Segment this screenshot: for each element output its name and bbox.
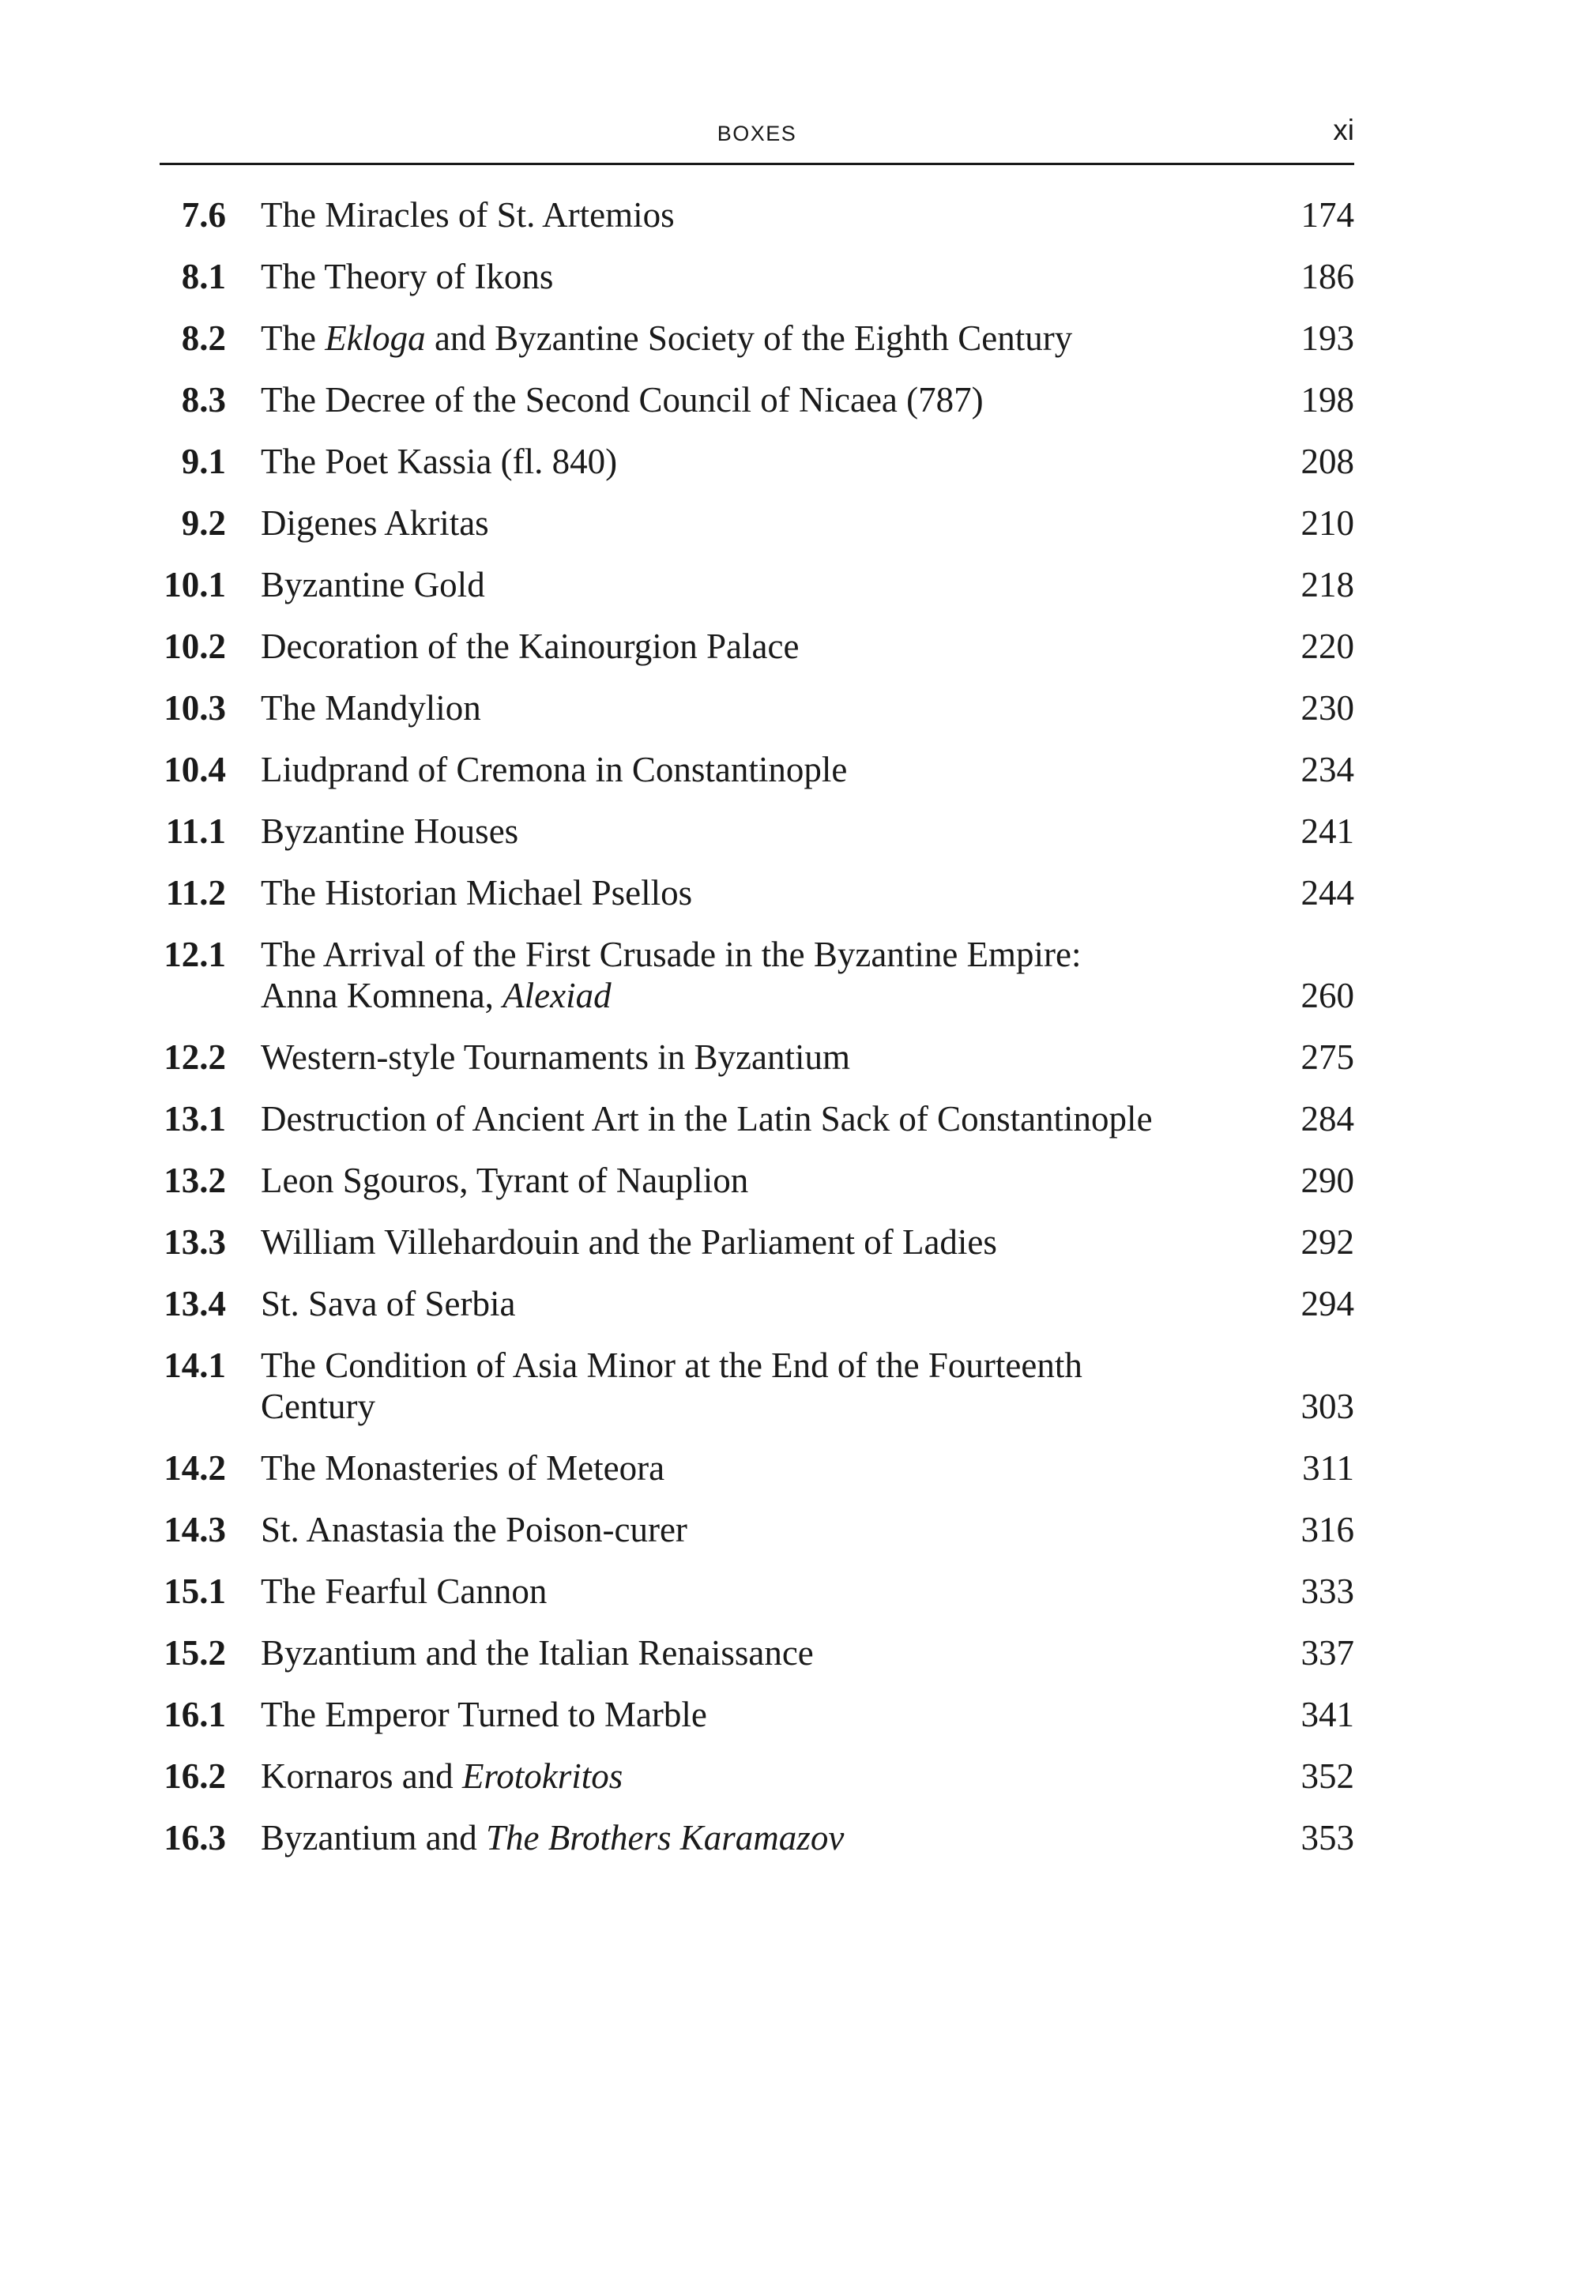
box-page-number: 220 [1301, 627, 1354, 666]
box-number: 8.1 [181, 257, 226, 296]
box-entry[interactable] [160, 502, 1354, 564]
box-entry[interactable] [160, 626, 1354, 687]
box-title: The Theory of Ikons [261, 257, 554, 296]
box-number: 16.1 [164, 1695, 226, 1734]
box-number: 13.4 [164, 1284, 226, 1323]
running-head: BOXES [717, 122, 797, 145]
box-title [261, 1345, 1256, 1427]
box-title: St. Anastasia the Poison-curer [261, 1510, 687, 1549]
box-title [261, 1756, 1256, 1797]
box-title: The Miracles of St. Artemios [261, 195, 675, 235]
box-page-number: 210 [1301, 503, 1354, 543]
box-page-number: 333 [1301, 1571, 1354, 1611]
box-title-italic: Alexiad [503, 976, 612, 1015]
box-entry[interactable] [160, 1632, 1354, 1694]
box-title: The Monasteries of Meteora [261, 1448, 665, 1488]
box-title-italic: The Brothers Karamazov [485, 1818, 845, 1858]
box-title [261, 934, 1256, 1016]
box-title-text: and Byzantine Society of the Eighth Century [425, 318, 1073, 358]
boxes-list [160, 194, 1354, 1879]
box-title: Byzantium and the Italian Renaissance [261, 1633, 814, 1673]
box-entry[interactable] [160, 379, 1354, 441]
box-page-number: 234 [1301, 750, 1354, 789]
box-page-number: 275 [1301, 1037, 1354, 1077]
box-entry[interactable] [160, 194, 1354, 256]
box-page-number: 244 [1301, 873, 1354, 913]
box-number: 16.2 [164, 1756, 226, 1796]
box-page-number: 193 [1301, 318, 1354, 358]
box-page-number: 218 [1301, 565, 1354, 604]
box-title: The Decree of the Second Council of Nicaea (787) [261, 380, 984, 420]
box-number: 12.2 [164, 1037, 226, 1077]
box-title-italic: Erotokritos [461, 1756, 623, 1796]
box-title-text: Kornaros and [261, 1756, 462, 1796]
box-page-number: 352 [1301, 1756, 1354, 1796]
box-entry[interactable] [160, 749, 1354, 811]
box-page-number: 230 [1301, 688, 1354, 728]
box-page-number: 290 [1301, 1161, 1354, 1200]
box-title: Byzantine Houses [261, 811, 519, 851]
box-title: Decoration of the Kainourgion Palace [261, 627, 800, 666]
box-number: 9.2 [181, 503, 226, 543]
box-title: St. Sava of Serbia [261, 1284, 516, 1323]
box-page-number: 292 [1301, 1222, 1354, 1262]
box-entry[interactable] [160, 1756, 1354, 1817]
box-number: 15.1 [164, 1571, 226, 1611]
box-number: 11.1 [165, 811, 226, 851]
box-number: 8.2 [181, 318, 226, 358]
box-entry[interactable] [160, 1283, 1354, 1345]
box-title: The Mandylion [261, 688, 481, 728]
box-title: Leon Sgouros, Tyrant of Nauplion [261, 1161, 749, 1200]
box-page-number: 208 [1301, 442, 1354, 481]
box-number: 14.1 [164, 1346, 226, 1385]
box-title: Destruction of Ancient Art in the Latin Sack of Constantinople [261, 1099, 1153, 1139]
box-page-number: 353 [1301, 1818, 1354, 1858]
box-number: 10.1 [164, 565, 226, 604]
box-page-number: 341 [1301, 1695, 1354, 1734]
box-number: 9.1 [181, 442, 226, 481]
box-page-number: 337 [1301, 1633, 1354, 1673]
box-entry[interactable] [160, 1160, 1354, 1221]
box-title-text: Byzantium and [261, 1818, 486, 1858]
box-page-number: 284 [1301, 1099, 1354, 1139]
box-title-text: The Arrival of the First Crusade in the Byzantine Empire: [261, 935, 1082, 974]
box-number: 16.3 [164, 1818, 226, 1858]
box-page-number: 198 [1301, 380, 1354, 420]
box-entry[interactable] [160, 1037, 1354, 1098]
box-entry[interactable] [160, 1694, 1354, 1756]
box-page-number: 241 [1301, 811, 1354, 851]
box-title: The Historian Michael Psellos [261, 873, 693, 913]
box-number: 11.2 [165, 873, 226, 913]
box-number: 13.3 [164, 1222, 226, 1262]
box-title [261, 1817, 1256, 1858]
page-number: xi [1333, 114, 1354, 146]
box-page-number: 316 [1301, 1510, 1354, 1549]
box-entry[interactable] [160, 1345, 1354, 1447]
box-title-text: Anna Komnena, [261, 976, 503, 1015]
box-entry[interactable] [160, 872, 1354, 934]
box-entry[interactable] [160, 564, 1354, 626]
box-entry[interactable] [160, 1817, 1354, 1879]
box-title [261, 318, 1256, 359]
box-entry[interactable] [160, 934, 1354, 1037]
box-number: 15.2 [164, 1633, 226, 1673]
box-entry[interactable] [160, 1098, 1354, 1160]
box-title-text: The [261, 318, 326, 358]
box-page-number: 260 [1301, 976, 1354, 1015]
box-entry[interactable] [160, 1509, 1354, 1571]
box-number: 10.4 [164, 750, 226, 789]
box-entry[interactable] [160, 1221, 1354, 1283]
box-title-text: Century [261, 1387, 375, 1426]
box-page-number: 311 [1302, 1448, 1354, 1488]
box-number: 8.3 [181, 380, 226, 420]
box-page-number: 303 [1301, 1387, 1354, 1426]
box-title: Liudprand of Cremona in Constantinople [261, 750, 848, 789]
box-page-number: 294 [1301, 1284, 1354, 1323]
box-entry[interactable] [160, 811, 1354, 872]
page-header [160, 111, 1354, 165]
box-entry[interactable] [160, 256, 1354, 318]
box-title: The Fearful Cannon [261, 1571, 548, 1611]
box-entry[interactable] [160, 441, 1354, 502]
box-page-number: 186 [1301, 257, 1354, 296]
box-number: 14.2 [164, 1448, 226, 1488]
box-page-number: 174 [1301, 195, 1354, 235]
box-number: 7.6 [181, 195, 226, 235]
box-title-text: The Condition of Asia Minor at the End of the Fourteenth [261, 1346, 1082, 1385]
box-title-italic: Ekloga [325, 318, 426, 358]
box-title: Digenes Akritas [261, 503, 489, 543]
box-title: The Poet Kassia (fl. 840) [261, 442, 618, 481]
box-entry[interactable] [160, 1447, 1354, 1509]
box-number: 12.1 [164, 935, 226, 974]
box-number: 13.2 [164, 1161, 226, 1200]
box-number: 10.3 [164, 688, 226, 728]
box-title: William Villehardouin and the Parliament of Ladies [261, 1222, 997, 1262]
box-number: 10.2 [164, 627, 226, 666]
box-number: 14.3 [164, 1510, 226, 1549]
box-number: 13.1 [164, 1099, 226, 1139]
box-entry[interactable] [160, 318, 1354, 379]
box-entry[interactable] [160, 687, 1354, 749]
box-title: Western-style Tournaments in Byzantium [261, 1037, 850, 1077]
box-title: The Emperor Turned to Marble [261, 1695, 707, 1734]
box-title: Byzantine Gold [261, 565, 485, 604]
box-entry[interactable] [160, 1571, 1354, 1632]
